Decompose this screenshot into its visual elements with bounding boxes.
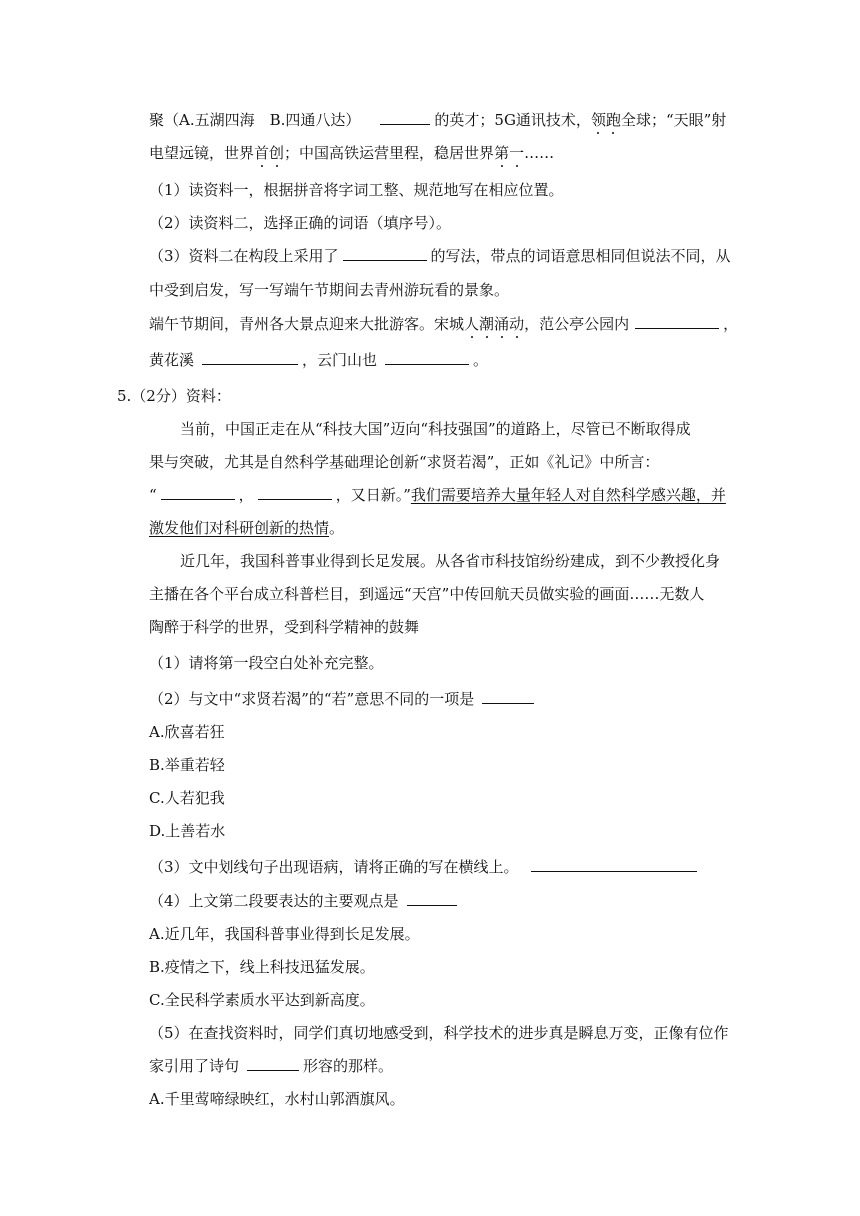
option-d[interactable]: D.上善若水 (149, 822, 226, 840)
passage-2-line-3: 陶醉于科学的世界，受到科学精神的鼓舞 (149, 618, 420, 636)
option-b[interactable]: B.疫情之下，线上科技迅猛发展。 (149, 958, 375, 976)
description-line-2: 黄花溪 ，云门山也 。 (149, 351, 489, 369)
passage-1-line-1: 当前，中国正走在从“科技大国”迈向“科技强国”的道路上，尽管已不断取得成 (180, 420, 691, 438)
answer-blank[interactable] (380, 110, 430, 125)
answer-blank[interactable] (482, 689, 534, 704)
passage-2-line-2: 主播在各个平台成立科普栏目，到遥远“天宫”中传回航天员做实验的画面……无数人 (149, 585, 705, 603)
option-a[interactable]: A.近几年，我国科普事业得到长足发展。 (149, 925, 420, 943)
answer-blank[interactable] (247, 1056, 299, 1071)
answer-blank[interactable] (202, 350, 298, 365)
option-c[interactable]: C.人若犯我 (149, 789, 225, 807)
question-5-heading: 5.（2分）资料： (117, 387, 231, 405)
passage-1-line-3: “ ， ，又日新。”我们需要培养大量年轻人对自然科学感兴趣，并 (149, 486, 726, 504)
option-a[interactable]: A.千里莺啼绿映红，水村山郭酒旗风。 (149, 1090, 405, 1108)
sub-question-3: （3）文中划线句子出现语病，请将正确的写在横线上。 (149, 857, 701, 877)
question-4-3: （3）资料二在构段上采用了 的写法，带点的词语意思相同但说法不同，从 (149, 247, 731, 265)
underlined-sentence: 我们需要培养大量年轻人对自然科学感兴趣，并 (410, 486, 726, 504)
option-a[interactable]: A.欣喜若狂 (149, 723, 225, 741)
material-two-line-2: 电望远镜，世界首创；中国高铁运营里程，稳居世界第一…… (149, 144, 555, 162)
description-line-1: 端午节期间，青州各大景点迎来大批游客。宋城人潮涌动，范公亭公园内 ， (149, 315, 739, 333)
sub-question-5-cont: 家引用了诗句 形容的那样。 (149, 1057, 394, 1075)
answer-blank[interactable] (635, 314, 719, 329)
option-c[interactable]: C.全民科学素质水平达到新高度。 (149, 991, 375, 1009)
passage-2-line-1: 近几年，我国科普事业得到长足发展。从各省市科技馆纷纷建成，到不少教授化身 (180, 552, 721, 570)
answer-blank[interactable] (258, 485, 332, 500)
answer-blank[interactable] (161, 485, 235, 500)
answer-blank[interactable] (407, 891, 457, 906)
passage-1-line-2: 果与突破，尤其是自然科学基础理论创新“求贤若渴”，正如《礼记》中所言： (149, 453, 660, 471)
question-4-1: （1）读资料一，根据拼音将字词工整、规范地写在相应位置。 (149, 181, 564, 199)
answer-blank[interactable] (531, 857, 697, 872)
material-two-line-1: 聚（A.五湖四海 B.四通八达） 的英才；5G通讯技术，领跑全球；“天眼”射 (149, 111, 727, 129)
option-b[interactable]: B.举重若轻 (149, 756, 225, 774)
answer-blank[interactable] (343, 246, 427, 261)
underlined-sentence-cont: 激发他们对科研创新的热情 (149, 519, 330, 537)
question-4-2: （2）读资料二，选择正确的词语（填序号）。 (149, 214, 452, 232)
question-4-3-cont: 中受到启发，写一写端午节期间去青州游玩看的景象。 (149, 281, 510, 299)
sub-question-4: （4）上文第二段要表达的主要观点是 (149, 891, 461, 911)
passage-1-line-4: 激发他们对科研创新的热情。 (149, 519, 345, 537)
sub-question-1: （1）请将第一段空白处补充完整。 (149, 654, 384, 672)
sub-question-5: （5）在查找资料时，同学们真切地感受到，科学技术的进步真是瞬息万变，正像有位作 (149, 1024, 729, 1042)
sub-question-2: （2）与文中“求贤若渴”的“若”意思不同的一项是 (149, 689, 538, 709)
answer-blank[interactable] (385, 350, 469, 365)
